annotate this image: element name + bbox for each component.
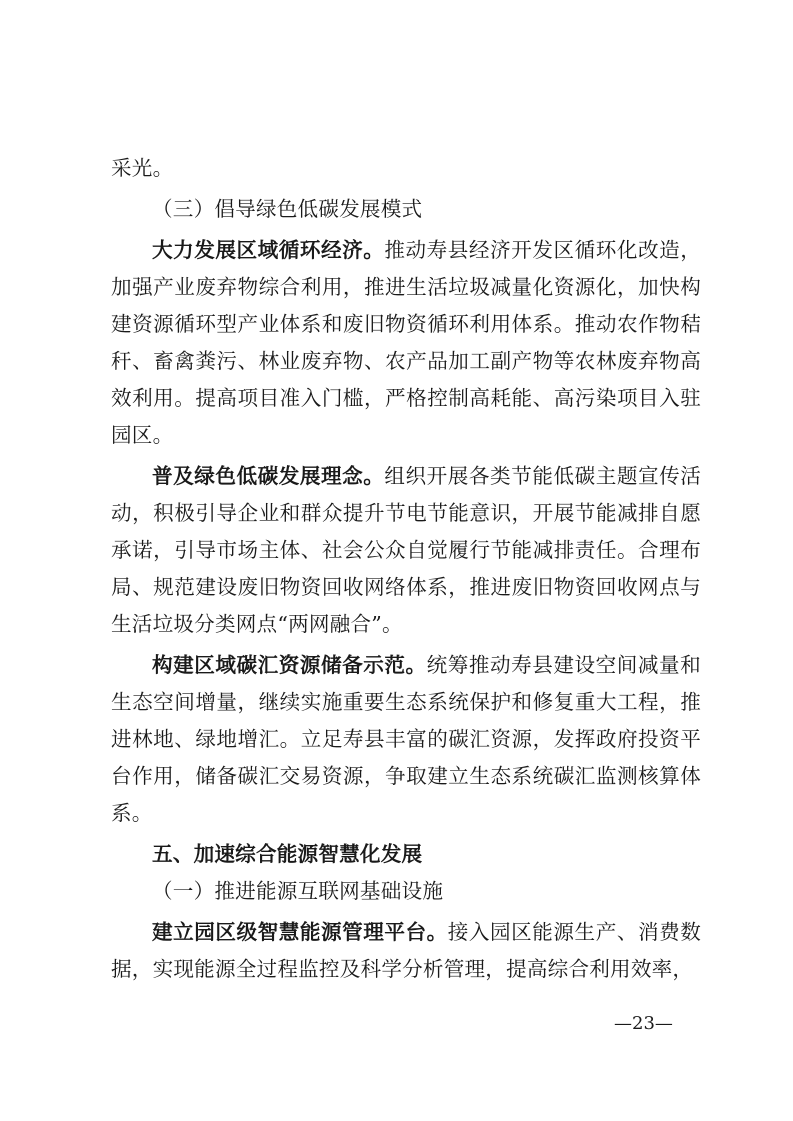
section-heading-3 bbox=[111, 191, 701, 228]
paragraph-body-circular-economy: 推动寿县经济开发区循环化改造，加强产业废弃物综合利用，推进生活垃圾减量化资源化，加快构建资源循环型产业体系和废旧物资循环利用体系。推动农作物秸秆、畜禽粪污、林业废弃物、农产品加工副产物等农林废弃物高效利用。提高项目准入门槛，严格控制高耗能、高污染项目入驻园区。 bbox=[111, 238, 702, 447]
paragraph-lead-energy-platform: 建立园区级智慧能源管理平台。 bbox=[152, 920, 448, 944]
paragraph-energy-platform bbox=[111, 914, 701, 988]
text-fragment bbox=[111, 150, 701, 187]
paragraph-body-energy-platform: 接入园区能源生产、消费数据，实现能源全过程监控及科学分析管理，提高综合利用效率， bbox=[111, 920, 701, 981]
paragraph-circular-economy bbox=[111, 232, 701, 454]
chapter-heading-5-text: 五、加速综合能源智慧化发展 bbox=[152, 842, 423, 866]
paragraph-body-carbon-sink: 统筹推动寿县建设空间减量和生态空间增量，继续实施重要生态系统保护和修复重大工程，推进林地、绿地增汇。立足寿县丰富的碳汇资源，发挥政府投资平台作用，储备碳汇交易资源，争取建立生态系统碳汇监测核算体系。 bbox=[111, 653, 701, 825]
section-heading-3-text: （三）倡导绿色低碳发展模式 bbox=[152, 197, 423, 221]
paragraph-lead-circular-economy: 大力发展区域循环经济。 bbox=[152, 238, 385, 262]
section-heading-1-text: （一）推进能源互联网基础设施 bbox=[152, 879, 444, 903]
paragraph-lead-carbon-sink: 构建区域碳汇资源储备示范。 bbox=[152, 653, 427, 677]
paragraph-carbon-sink bbox=[111, 647, 701, 832]
paragraph-body-low-carbon-concept: 组织开展各类节能低碳主题宣传活动，积极引导企业和群众提升节电节能意识，开展节能减排自愿承诺，引导市场主体、社会公众自觉履行节能减排责任。合理布局、规范建设废旧物资回收网络体系，推进废旧物资回收网点与生活垃圾分类网点“两网融合”。 bbox=[111, 464, 702, 636]
text-fragment-content: 采光。 bbox=[111, 156, 174, 180]
paragraph-lead-low-carbon-concept: 普及绿色低碳发展理念。 bbox=[152, 464, 385, 488]
document-body bbox=[111, 150, 701, 988]
paragraph-low-carbon-concept bbox=[111, 458, 701, 643]
page-number: —23— bbox=[614, 1013, 673, 1034]
chapter-heading-5 bbox=[111, 836, 701, 873]
section-heading-1 bbox=[111, 873, 701, 910]
